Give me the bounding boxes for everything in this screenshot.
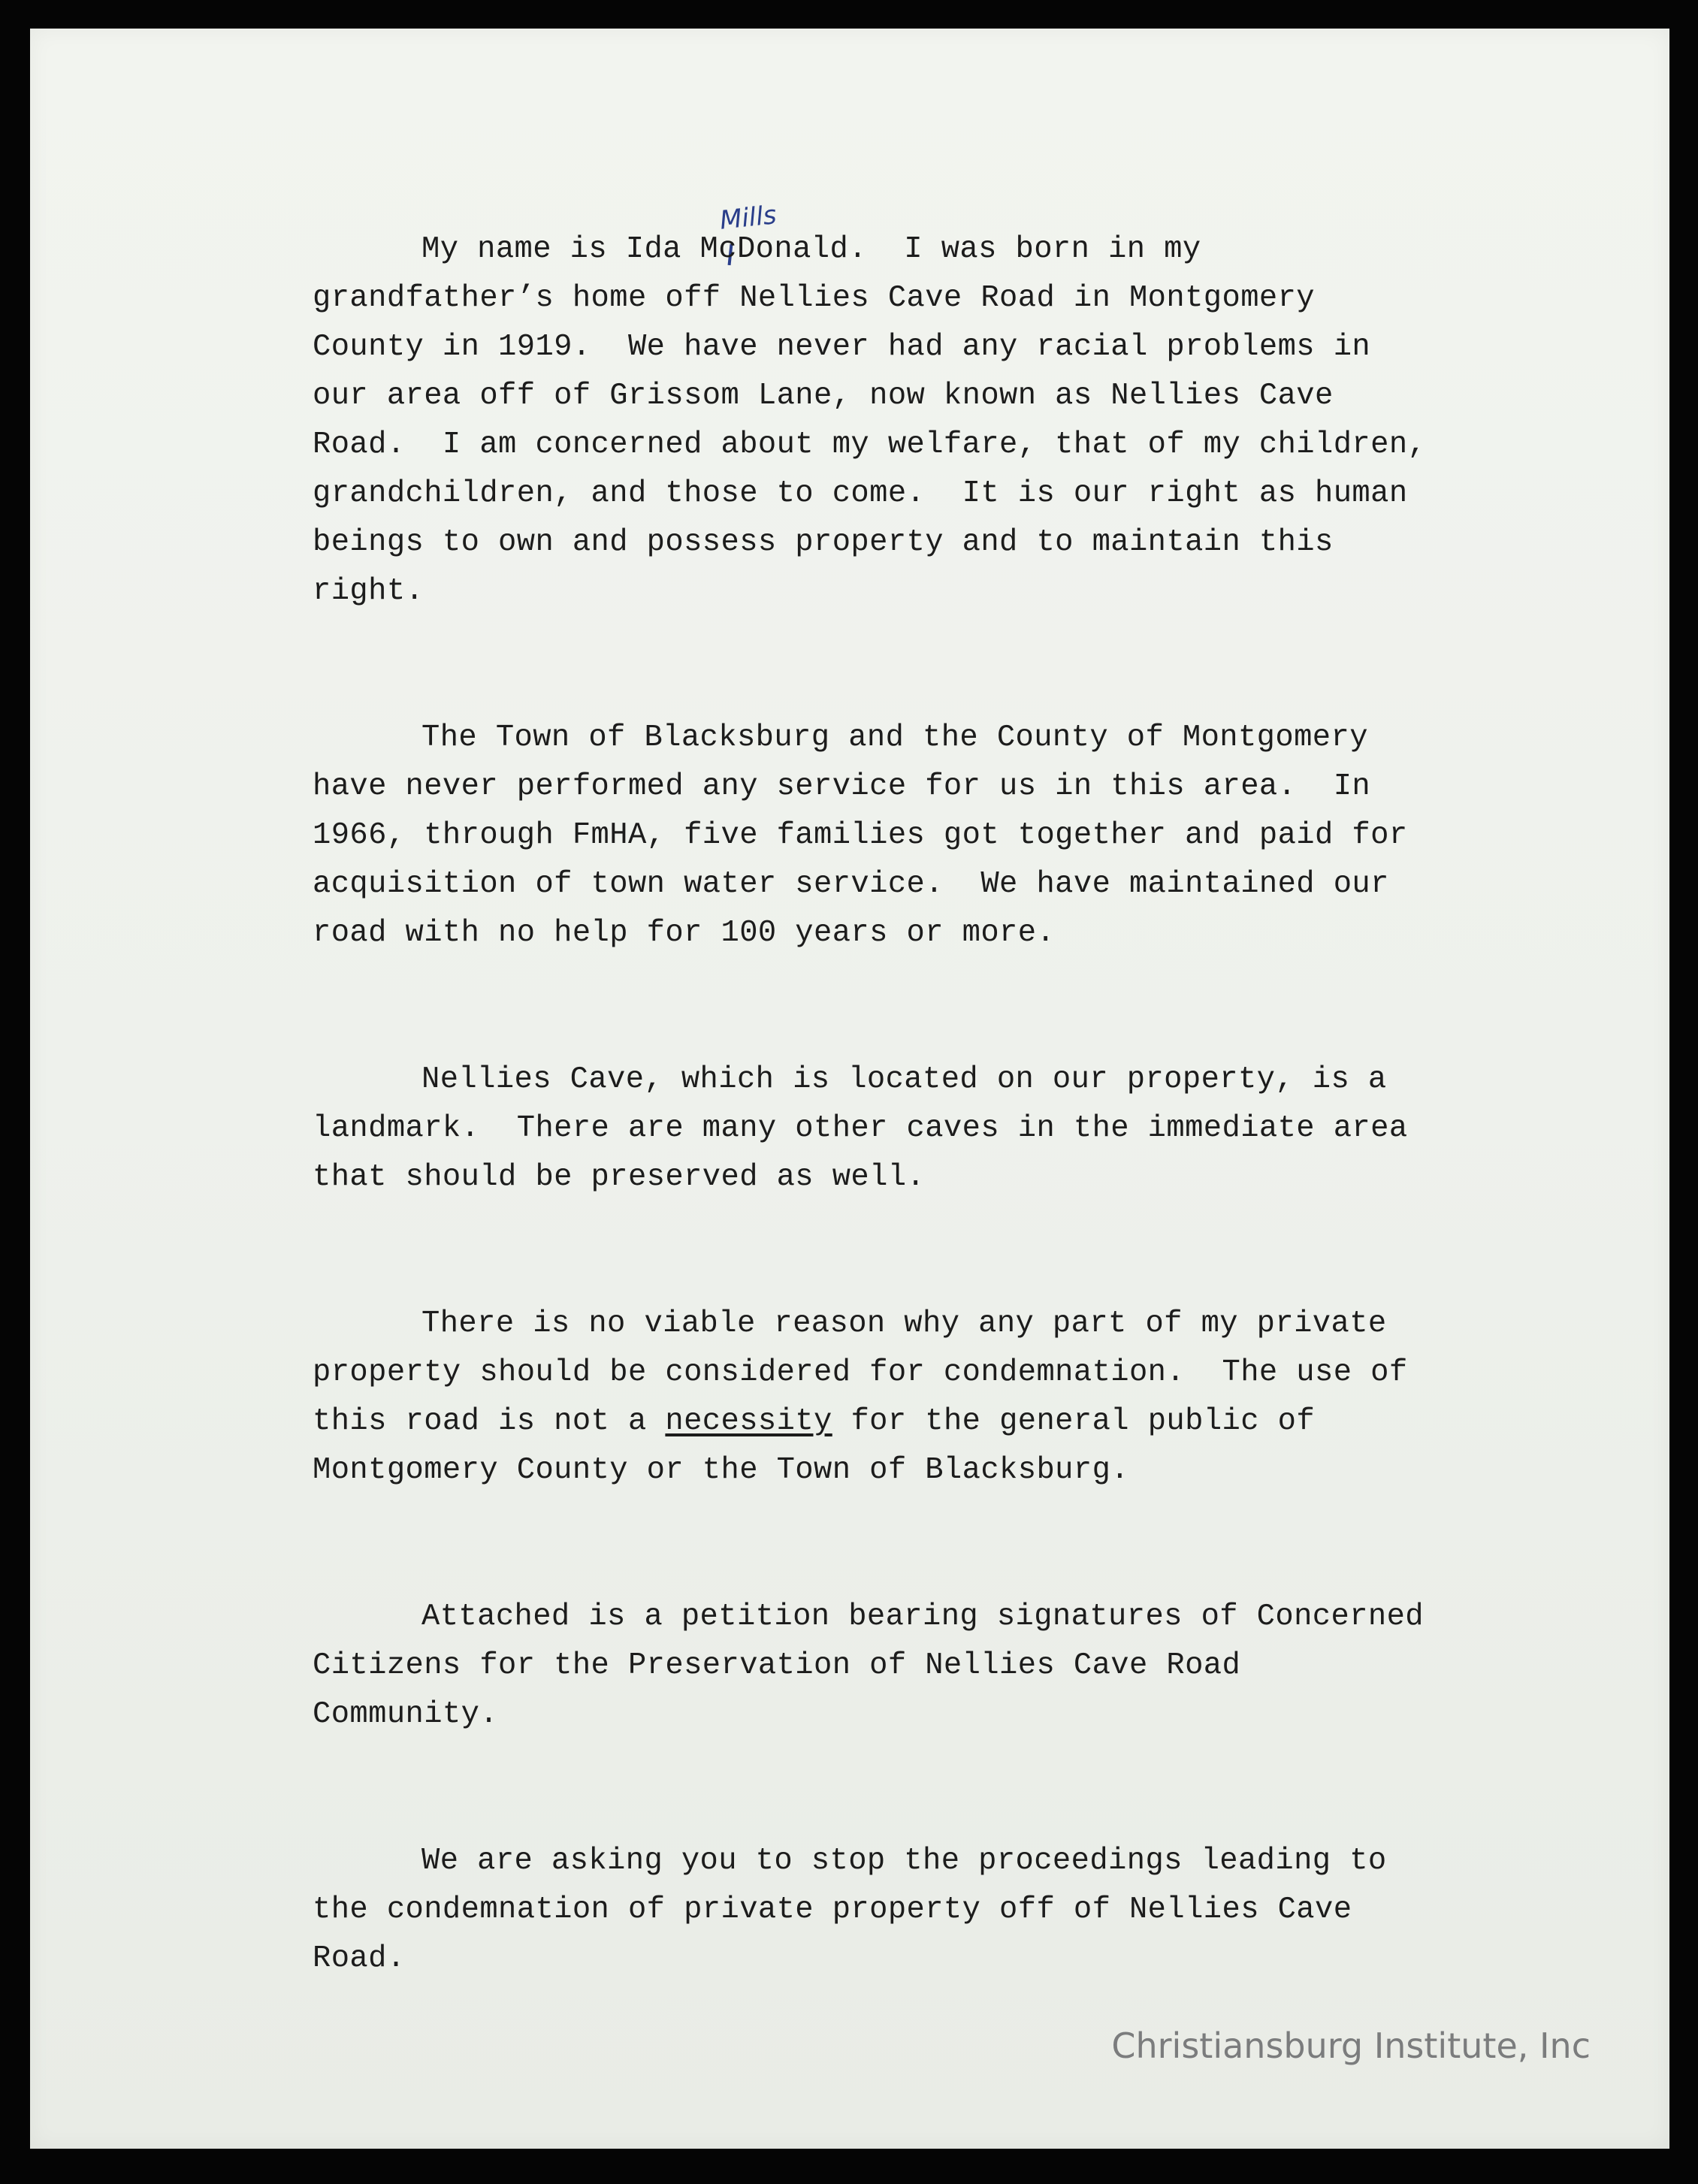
document-page (30, 29, 1669, 2149)
paragraph-text: We are asking you to stop the proceedings leading to the condemnation of private property off of Nellies Cave Road. (313, 1844, 1387, 1976)
paragraph-text: for the general public of Montgomery County or the Town of Blacksburg. (313, 1404, 1316, 1488)
paragraph-2 (313, 714, 1575, 958)
handwritten-insertion: Mills (718, 200, 778, 236)
paragraph-text: Attached is a petition bearing signatures of Concerned Citizens for the Preservation of Nellies Cave Road Community. (313, 1599, 1425, 1732)
paragraph-1 (313, 225, 1575, 616)
paragraph-4 (313, 1300, 1575, 1495)
underlined-word: necessity (665, 1404, 832, 1439)
paragraph-6 (313, 1837, 1575, 1983)
paragraph-text: There is no viable reason why any part of my private property should be considered for condemnation. The use of this road is not a (313, 1306, 1408, 1439)
letter-body (313, 225, 1575, 2081)
paragraph-text: The Town of Blacksburg and the County of Montgomery have never performed any service for us in this area. In 1966, through FmHA, five families got together and paid for acquisition of town water service. We have maintained our road with no help for 100 years or more. (313, 720, 1408, 950)
paragraph-text: My name is Ida McDonald. I was born in my grandfather’s home off Nellies Cave Road in Montgomery County in 1919. We have never had any racial problems in our area off of Grissom Lane, now known as Nellies Cave Road. I am concerned about my welfare, that of my children, grandchildren, and those to come. It is our right as human beings to own and possess property and to maintain this right. (313, 232, 1427, 609)
paragraph-text: Nellies Cave, which is located on our property, is a landmark. There are many other caves in the immediate area that should be preserved as well. (313, 1062, 1408, 1195)
paragraph-3 (313, 1056, 1575, 1202)
watermark: Christiansburg Institute, Inc (1111, 2025, 1591, 2066)
paragraph-5 (313, 1593, 1575, 1739)
